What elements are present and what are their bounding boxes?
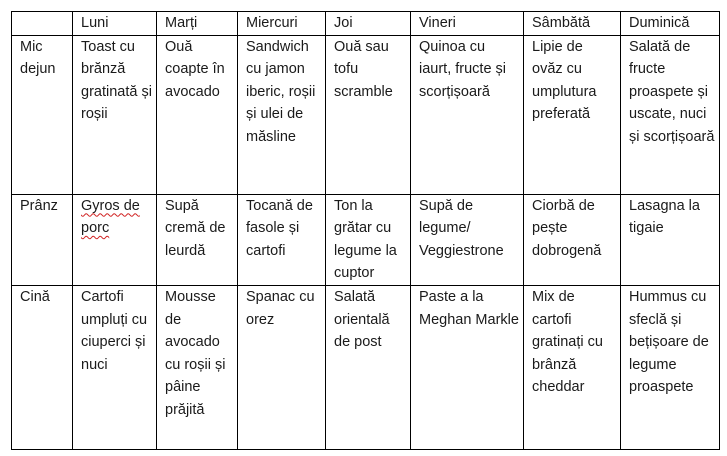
table-cell[interactable]: Tocană de fasole și cartofi <box>238 194 326 285</box>
table-cell[interactable]: Mix de cartofi gratinați cu brânză cheddar <box>524 285 621 449</box>
table-cell[interactable]: Ciorbă de pește dobrogenă <box>524 194 621 285</box>
header-cell-empty[interactable] <box>12 12 73 36</box>
table-cell[interactable]: Paste a la Meghan Markle <box>411 285 524 449</box>
table-cell[interactable]: Lipie de ovăz cu umplutura preferată <box>524 35 621 194</box>
table-cell[interactable]: Salată orientală de post <box>326 285 411 449</box>
meal-plan-table <box>11 11 720 450</box>
header-cell-sambata[interactable]: Sâmbătă <box>524 12 621 36</box>
table-cell[interactable]: Cartofi umpluți cu ciuperci și nuci <box>73 285 157 449</box>
spellcheck-text: Gyros de porc <box>81 197 140 237</box>
table-cell[interactable]: Toast cu brănză gratinată și roșii <box>73 35 157 194</box>
header-cell-luni[interactable]: Luni <box>73 12 157 36</box>
table-cell[interactable] <box>73 194 157 285</box>
table-row-cina <box>12 285 720 449</box>
header-cell-miercuri[interactable]: Miercuri <box>238 12 326 36</box>
table-cell[interactable]: Lasagna la tigaie <box>621 194 720 285</box>
table-cell[interactable]: Mousse de avocado cu roșii și pâine prăjită <box>157 285 238 449</box>
table-cell[interactable]: Quinoa cu iaurt, fructe și scorțișoară <box>411 35 524 194</box>
row-label[interactable]: Cină <box>12 285 73 449</box>
table-cell[interactable]: Supă cremă de leurdă <box>157 194 238 285</box>
header-cell-duminica[interactable]: Duminică <box>621 12 720 36</box>
table-cell[interactable]: Hummus cu sfeclă și bețișoare de legume proaspete <box>621 285 720 449</box>
table-cell[interactable]: Salată de fructe proaspete și uscate, nuci și scorțișoară <box>621 35 720 194</box>
header-cell-vineri[interactable]: Vineri <box>411 12 524 36</box>
table-cell[interactable]: Sandwich cu jamon iberic, roșii și ulei de măsline <box>238 35 326 194</box>
table-cell[interactable]: Spanac cu orez <box>238 285 326 449</box>
row-label[interactable]: Prânz <box>12 194 73 285</box>
table-cell[interactable]: Ton la grătar cu legume la cuptor <box>326 194 411 285</box>
header-cell-joi[interactable]: Joi <box>326 12 411 36</box>
table-cell[interactable]: Ouă sau tofu scramble <box>326 35 411 194</box>
table-cell[interactable]: Ouă coapte în avocado <box>157 35 238 194</box>
header-row <box>12 12 720 36</box>
table-row-pranz <box>12 194 720 285</box>
row-label[interactable]: Mic dejun <box>12 35 73 194</box>
table-row-mic-dejun <box>12 35 720 194</box>
table-cell[interactable]: Supă de legume/ Veggiestrone <box>411 194 524 285</box>
header-cell-marti[interactable]: Marți <box>157 12 238 36</box>
